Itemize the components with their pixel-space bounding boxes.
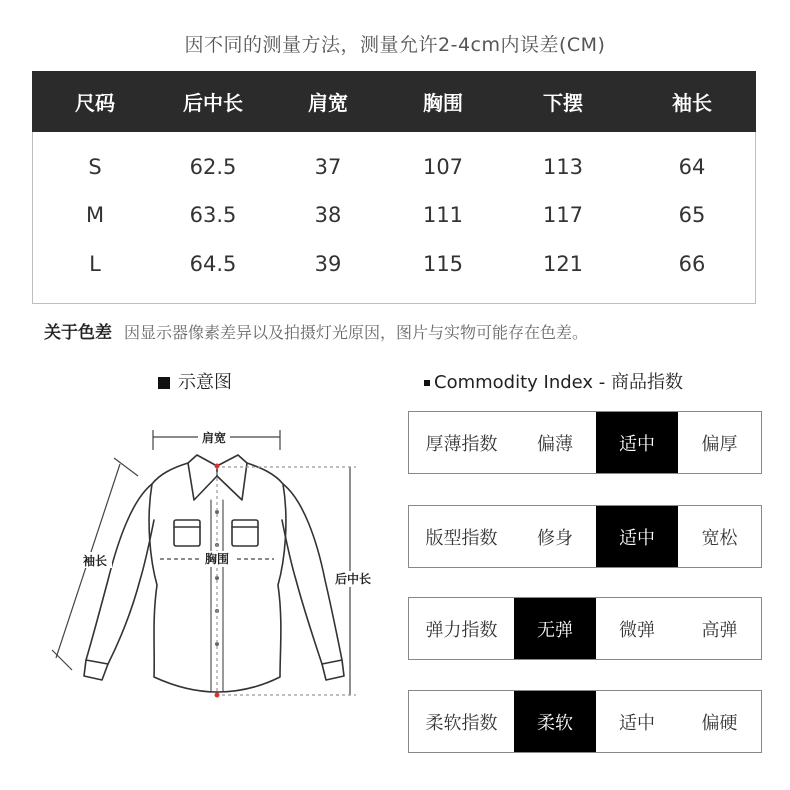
index-row-elasticity bbox=[408, 597, 762, 660]
red-marker-bottom bbox=[215, 693, 220, 698]
index-option-selected: 适中 bbox=[596, 506, 678, 567]
index-row-fit bbox=[408, 505, 762, 568]
cell-shoulder: 37 bbox=[314, 155, 342, 179]
header-back-length: 后中长 bbox=[183, 91, 243, 115]
cell-hem: 113 bbox=[542, 155, 584, 179]
color-disclaimer-text: 因显示器像素差异以及拍摄灯光原因，图片与实物可能存在色差。 bbox=[124, 323, 589, 342]
cell-sleeve: 66 bbox=[678, 252, 706, 276]
red-marker-top bbox=[215, 464, 220, 469]
chest-label: 胸围 bbox=[204, 552, 230, 566]
sleeve-label: 袖长 bbox=[82, 554, 108, 568]
cell-back-length: 62.5 bbox=[189, 155, 237, 179]
cell-shoulder: 38 bbox=[314, 203, 342, 227]
cell-sleeve: 65 bbox=[678, 203, 706, 227]
index-row-softness bbox=[408, 690, 762, 753]
index-name: 柔软指数 bbox=[425, 712, 498, 734]
cell-back-length: 64.5 bbox=[189, 252, 237, 276]
index-option-selected: 适中 bbox=[596, 412, 678, 473]
header-shoulder: 肩宽 bbox=[308, 91, 348, 115]
index-option: 偏厚 bbox=[701, 433, 738, 455]
index-option-selected: 无弹 bbox=[514, 598, 596, 659]
color-disclaimer-label: 关于色差 bbox=[44, 323, 112, 343]
index-option: 微弹 bbox=[619, 619, 655, 641]
header-sleeve: 袖长 bbox=[672, 91, 712, 115]
index-option: 修身 bbox=[537, 527, 573, 549]
index-title-text: Commodity Index - 商品指数 bbox=[434, 372, 684, 393]
button-dots bbox=[215, 510, 219, 646]
cell-size: S bbox=[88, 155, 102, 179]
index-option: 宽松 bbox=[701, 527, 738, 549]
index-name: 弹力指数 bbox=[425, 619, 498, 641]
back-length-label: 后中长 bbox=[334, 572, 372, 586]
index-name: 版型指数 bbox=[425, 527, 498, 549]
cell-back-length: 63.5 bbox=[189, 203, 237, 227]
diagram-title-text: 示意图 bbox=[178, 372, 232, 393]
header-hem: 下摆 bbox=[543, 91, 583, 115]
index-option: 偏薄 bbox=[537, 433, 573, 455]
index-option-selected: 柔软 bbox=[514, 691, 596, 752]
index-option: 适中 bbox=[619, 712, 655, 734]
shirt-outline-icon bbox=[84, 455, 344, 692]
index-option: 高弹 bbox=[701, 619, 738, 641]
header-chest: 胸围 bbox=[423, 91, 463, 115]
shoulder-label: 肩宽 bbox=[201, 431, 227, 445]
cell-size: L bbox=[89, 252, 101, 276]
cell-size: M bbox=[85, 203, 105, 227]
cell-chest: 107 bbox=[422, 155, 464, 179]
measurement-note: 因不同的测量方法，测量允许2-4cm内误差(CM) bbox=[184, 34, 606, 56]
cell-chest: 115 bbox=[422, 252, 464, 276]
header-size: 尺码 bbox=[75, 91, 115, 115]
index-name: 厚薄指数 bbox=[425, 433, 498, 455]
cell-chest: 111 bbox=[422, 203, 464, 227]
cell-hem: 117 bbox=[542, 203, 584, 227]
index-row-thickness bbox=[408, 411, 762, 474]
index-option: 偏硬 bbox=[701, 712, 738, 734]
cell-hem: 121 bbox=[542, 252, 584, 276]
cell-sleeve: 64 bbox=[678, 155, 706, 179]
cell-shoulder: 39 bbox=[314, 252, 342, 276]
